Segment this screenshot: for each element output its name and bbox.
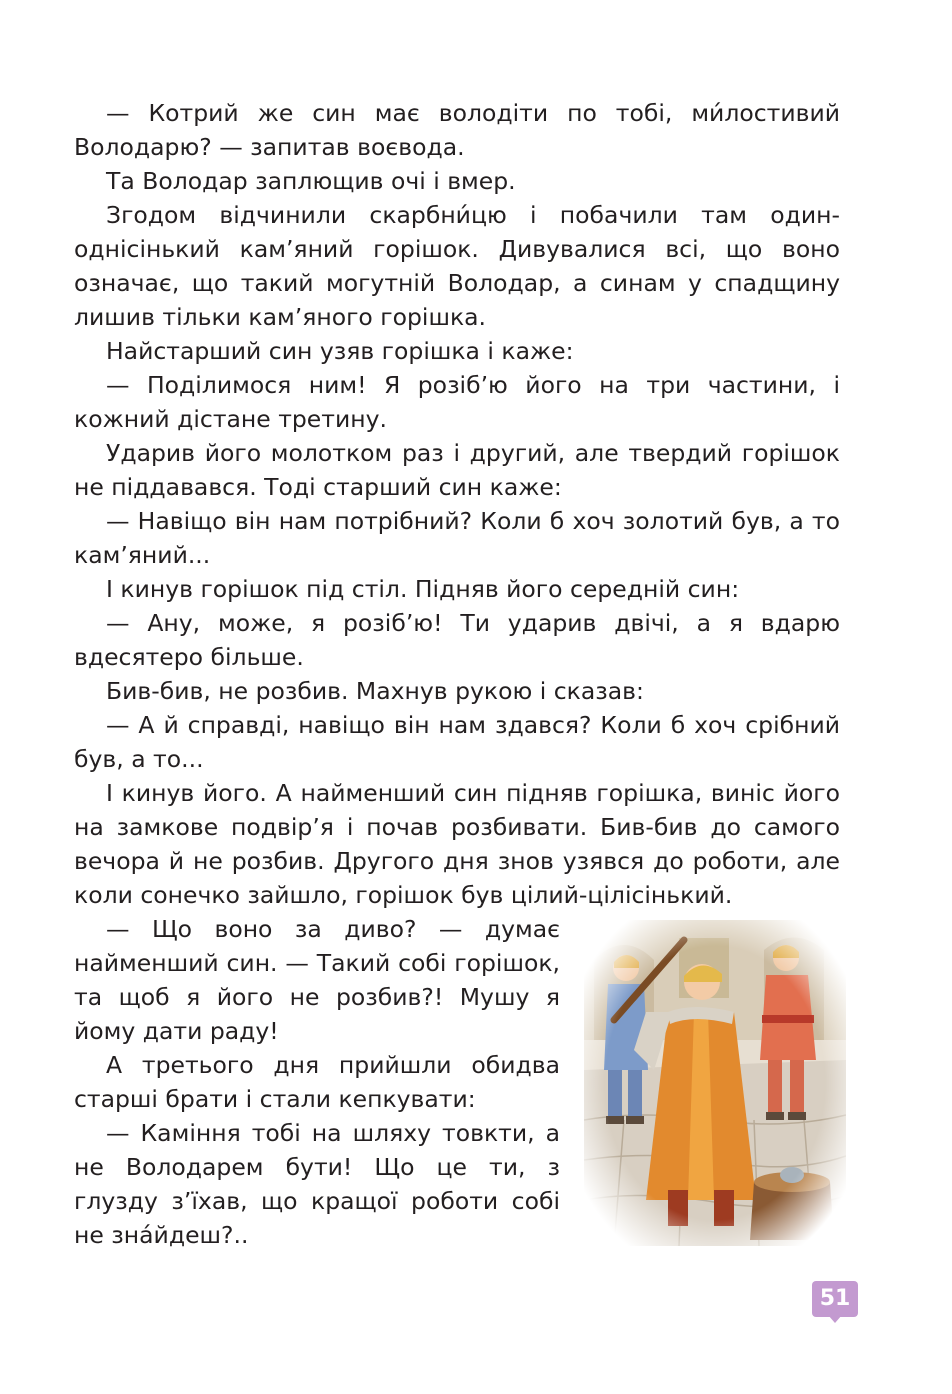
paragraph: І кинув горішок під стіл. Підняв його середній син: (106, 575, 740, 603)
paragraph: — Що воно за диво? — думає найменший син. — Такий собі горішок, та щоб я його не розбив?! Мушу я йому дати раду! (74, 915, 560, 1045)
paragraph: — Ану, може, я розіб’ю! Ти ударив двічі, а я вдарю вдесятеро більше. (74, 609, 840, 671)
paragraph: Та Володар заплющив очі і вмер. (106, 167, 516, 195)
paragraph: — Каміння тобі на шляху товкти, а не Володарем бути! Що це ти, з глузду з’їхав, що кращої роботи собі не зна́йдеш?.. (74, 1119, 560, 1249)
page-number-badge (812, 1281, 858, 1323)
paragraph: — Поділимося ним! Я розіб’ю його на три частини, і кожний дістане третину. (74, 371, 840, 433)
paragraph: А третього дня прийшли обидва старші брати і стали кепкувати: (74, 1051, 560, 1113)
paragraph: І кинув його. А найменший син підняв горішка, виніс його на замкове подвір’я і почав розбивати. Бив-бив до самого вечора й не розбив. Другого дня знов узявся до роботи, але коли сонечко зайшло, горішок був цілий-цілісінький. (74, 779, 840, 909)
paragraph: — Навіщо він нам потрібний? Коли б хоч золотий був, а то кам’яний... (74, 507, 840, 569)
paragraph: — Котрий же син має володіти по тобі, ми́лостивий Володарю? — запитав воєвода. (74, 99, 840, 161)
story-illustration (584, 920, 846, 1246)
page-content (74, 96, 840, 1252)
story-text-top (74, 96, 840, 912)
paragraph: Ударив його молотком раз і другий, але твердий горішок не піддавався. Тоді старший син каже: (74, 439, 840, 501)
paragraph: — А й справді, навіщо він нам здався? Коли б хоч срібний був, а то... (74, 711, 840, 773)
paragraph: Бив-бив, не розбив. Махнув рукою і сказав: (106, 677, 644, 705)
page-number: 51 (819, 1286, 851, 1311)
paragraph: Найстарший син узяв горішка і каже: (106, 337, 574, 365)
story-text-with-illustration (74, 912, 840, 1252)
paragraph: Згодом відчинили скарбни́цю і побачили там один-однісінький кам’яний горішок. Дивувалися всі, що воно означає, що такий могутній Володар, а синам у спадщину лишив тільки кам’яного горішка. (74, 201, 840, 331)
